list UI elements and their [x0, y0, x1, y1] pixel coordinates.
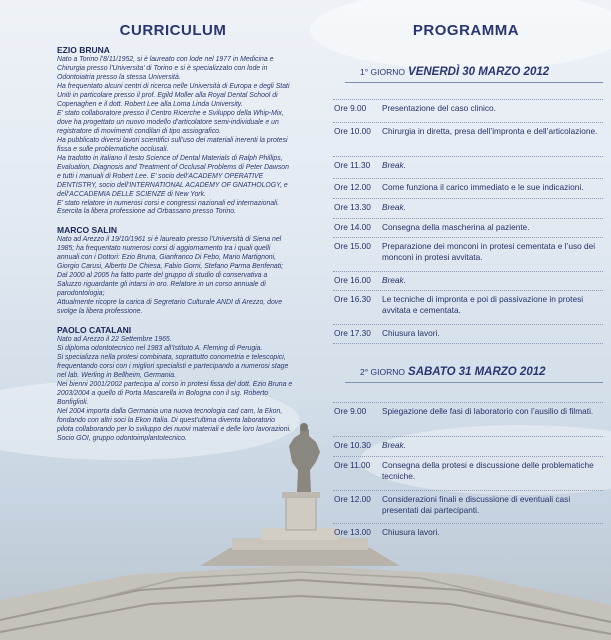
session-time: Ore 9.00: [334, 103, 367, 113]
session-time: Ore 13.30: [334, 202, 371, 212]
curriculum-title: CURRICULUM: [119, 22, 227, 39]
schedule-row: [333, 290, 603, 324]
bio-paragraph: Ha pubblicato diversi lavori scientifici sull’uso dei materiali inerenti la protesi fissa e sulle problematiche occlusali.: [57, 136, 288, 153]
session-activity: Break.: [382, 202, 406, 212]
bio-paragraph: E’ stato collaboratore presso il Centro Ricerche e Sviluppo della Whip-Mix, dove ha progettato un nuovo modello d’articolatore semi-individuale e un registratore di movimenti condilari di tipo assiografico.: [57, 109, 284, 135]
person-name: MARCO SALIN: [57, 225, 117, 236]
day-date: 30 MARZO 2012: [462, 66, 550, 78]
session-activity: Break.: [382, 275, 406, 285]
schedule-row: [333, 122, 603, 156]
session-activity: Consegna della protesi e discussione delle problematiche tecniche.: [382, 460, 594, 482]
schedule-row: [333, 456, 603, 490]
session-time: Ore 10.00: [334, 126, 371, 136]
bio-paragraph: Ha frequentato alcuni centri di ricerca nelle Università di Europa e degli Stati Uniti in particolare presso il prof. Egild Moller alla Royal Dental School di Copenaghen e il dott. Robert Lee alla Loma Linda University.: [57, 82, 290, 108]
bio-paragraph: Si diploma odontotecnico nel 1983 all’Istituto A. Fleming di Perugia.: [57, 345, 263, 353]
bio-paolo-catalani: [57, 325, 293, 444]
session-activity: Chiusura lavori.: [382, 527, 440, 537]
bio-paragraph: Ha tradotto in italiano il testo Science of Dental Materials di Ralph Phillips, Evaluation, Diagnosis and Treatment of Occlusal Problems di Peter Dawson e tutti i manuali di Robert Lee. E’ socio dell’ACADEMY OPERATIVE DENTISTRY, socio dell’INTERNATIONAL ACADEMY OF GNATHOLOGY, e dell’ACCADEMIA DELLE SCIENZE di New York.: [57, 154, 289, 198]
session-activity: Chiusura lavori.: [382, 328, 440, 338]
session-time: Ore 10.30: [334, 440, 371, 450]
curriculum-section: [57, 22, 293, 444]
session-activity: Break.: [382, 160, 406, 170]
session-activity: Come funziona il carico immediato e le sue indicazioni.: [382, 182, 584, 192]
bio-paragraph: Nato a Torino l’8/11/1952, si è laureato con lode nel 1977 in Medicina e Chirurgia presso l’Universita’ di Torino e si è specializzato con lode in Odontoiatria presso la stessa Università.: [57, 56, 274, 81]
schedule-row: [333, 436, 603, 456]
programma-section: [332, 22, 600, 39]
bio-paragraph: Si specializza nella protesi combinata, soprattutto conometria e telescopici, frequentando corsi con i migliori specialisti e partecipando a numerosi stage nel lab. Werling in Bellheim, Germania.: [57, 354, 289, 380]
session-activity: Preparazione dei monconi in protesi cementata e l’uso dei monconi in protesi avvitata.: [382, 241, 596, 263]
schedule-row: [333, 490, 603, 523]
session-time: Ore 12.00: [334, 182, 371, 192]
day-1-schedule: [333, 99, 603, 344]
bio-paragraph: Nato ad Arezzo il 22 Settembre 1965.: [57, 336, 172, 344]
session-time: Ore 15.00: [334, 241, 371, 251]
schedule-row: [333, 99, 603, 122]
schedule-row: [333, 198, 603, 218]
session-time: Ore 17.30: [334, 328, 371, 338]
day-1-divider: [345, 82, 603, 83]
day-weekday: VENERDÌ: [408, 66, 460, 78]
session-activity: Spiegazione delle fasi di laboratorio con l’ausilio di filmati.: [382, 406, 594, 416]
bio-paragraph: Nato ad Arezzo il 19/10/1961 si è laureato presso l’Università di Siena nel 1985; ha frequentato numerosi corsi di aggiornamento tra i quali quelli annuali con i Dottori: Ezio Bruna, Gianfranco Di Febo, Mario Martignoni, Giorgio Carusi, Alberto De Chiesa, Fabio Gorni, Stefano Parma Benfenati; Dal 2000 al 2005 ha fatto parte del gruppo di studio di conservativa a Saluzzo riguardante gli intarsi in oro. Relatore in un corso annuale di parodontologia;: [57, 236, 284, 298]
day-date: 31 MARZO 2012: [458, 366, 546, 378]
session-time: Ore 13.00: [334, 527, 371, 537]
schedule-row: [333, 178, 603, 198]
person-name: EZIO BRUNA: [57, 45, 110, 55]
schedule-row: [333, 523, 603, 542]
session-activity: Consegna della mascherina al paziente.: [382, 222, 530, 232]
bio-paragraph: E’ stato relatore in numerosi corsi e congressi nazionali ed internazionali. Esercita la libera professione ad Orbassano presso Torino.: [57, 199, 280, 216]
schedule-row: [333, 156, 603, 178]
session-time: Ore 9.00: [334, 406, 367, 416]
day-ordinal: 1° GIORNO: [360, 67, 405, 77]
session-activity: Considerazioni finali e discussione di eventuali casi presentati dai partecipanti.: [382, 494, 571, 516]
schedule-row: [333, 402, 603, 436]
session-time: Ore 16.30: [334, 294, 371, 304]
person-name: PAOLO CATALANI: [57, 325, 132, 336]
day-ordinal: 2° GIORNO: [360, 367, 405, 377]
session-activity: Le tecniche di impronta e poi di passivazione in protesi avvitata e cementata.: [382, 294, 584, 316]
day-weekday: SABATO: [408, 366, 456, 378]
session-activity: Presentazione del caso clinico.: [382, 103, 496, 113]
day-2-schedule: [333, 402, 603, 542]
bio-ezio-bruna: [57, 45, 293, 217]
bio-paragraph: Nel 2004 importa dalla Germania una nuova tecnologia cad cam, la Ekon, fondando con altri soci la Ekon Italia. Di quest’ultima diventa laboratorio pilota collaborando per lo sviluppo dei nuovi materiali e delle loro lavorazioni. Socio GOI, gruppo odontoimplantotecnico.: [57, 407, 292, 442]
day-2-divider: [345, 382, 603, 383]
session-time: Ore 11.00: [334, 460, 371, 470]
session-time: Ore 16.00: [334, 275, 371, 285]
bio-paragraph: Attualmente ricopre la carica di Segretario Culturale ANDI di Arezzo, dove svolge la libera professione.: [57, 299, 283, 316]
schedule-row: [333, 237, 603, 271]
session-activity: Break.: [382, 440, 406, 450]
schedule-row: [333, 271, 603, 290]
schedule-row: [333, 218, 603, 237]
session-time: Ore 14.00: [334, 222, 371, 232]
day-2-header: [360, 366, 546, 378]
session-time: Ore 11.30: [334, 160, 371, 170]
bio-paragraph: Nei bienni 2001/2002 partecipa al corso in protesi fissa del dott. Ezio Bruna e 2003/2004 a quello di Porta Mascarella in Bologna con il sig. Roberto Bonfiglioli.: [57, 381, 293, 406]
bio-marco-salin: [57, 225, 293, 317]
programma-title: PROGRAMMA: [412, 22, 520, 39]
session-time: Ore 12.00: [334, 494, 371, 504]
session-activity: Chirurgia in diretta, presa dell’impronta e dell’articolazione.: [382, 126, 598, 136]
schedule-row: [333, 324, 603, 344]
day-1-header: [360, 66, 549, 78]
